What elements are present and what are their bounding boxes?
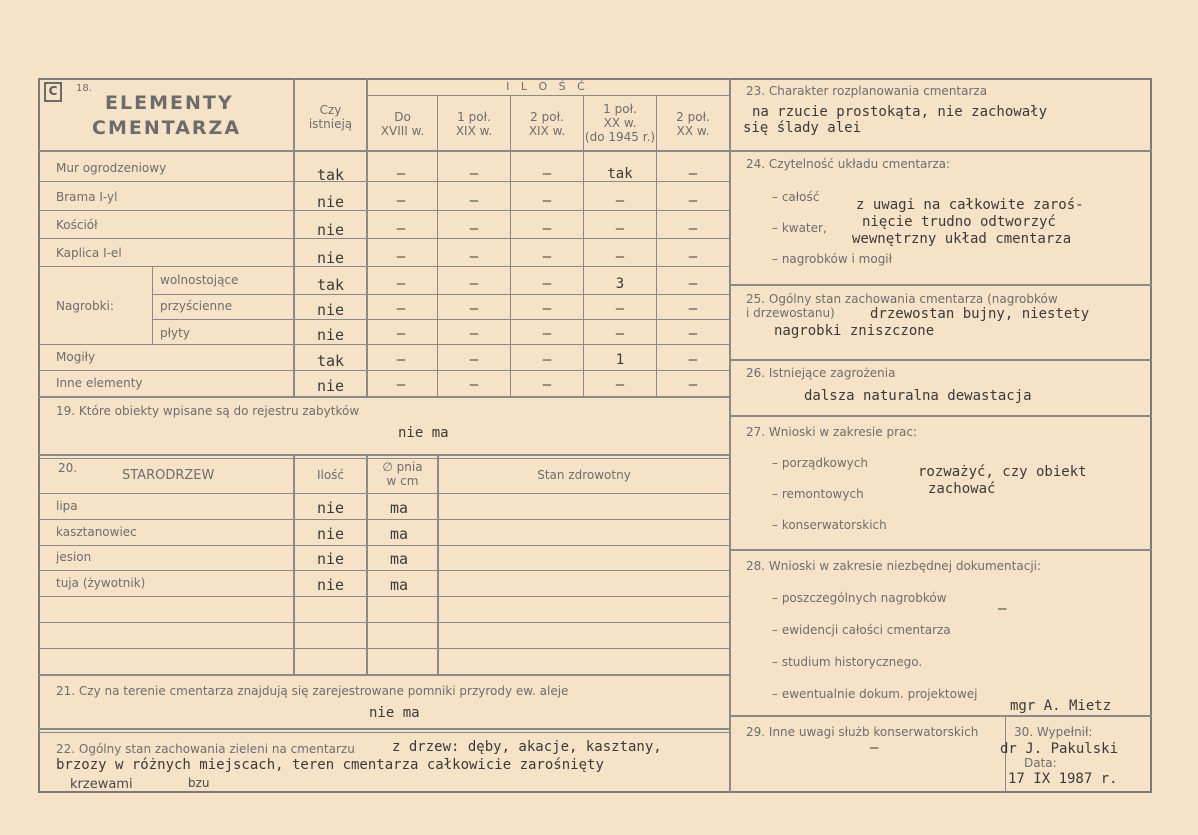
row-label: Inne elementy: [56, 376, 143, 390]
typed-value: rozważyć, czy obiekt: [918, 464, 1087, 480]
grid-line: [731, 150, 1152, 152]
typed-value: nie ma: [398, 425, 449, 441]
czy-value: nie: [316, 221, 345, 239]
section-label: i drzewostanu): [746, 306, 835, 320]
quantity-value: –: [688, 166, 698, 182]
quantity-value: –: [469, 352, 479, 368]
grid-line: [38, 150, 729, 152]
quantity-value: –: [688, 326, 698, 342]
row-label: Brama I-yl: [56, 190, 118, 204]
grid-line: [38, 732, 729, 733]
list-item: – remontowych: [772, 487, 864, 501]
list-item: – studium historycznego.: [772, 655, 923, 669]
row-label: Kościół: [56, 218, 98, 232]
tree-name: jesion: [56, 550, 92, 564]
quantity-value: –: [469, 326, 479, 342]
quantity-value: –: [615, 249, 625, 265]
quantity-value: –: [542, 221, 552, 237]
tree-pnia: ma: [389, 576, 409, 594]
grid-line: [38, 648, 729, 649]
section-letter-box: C: [44, 82, 62, 102]
grid-line: [38, 596, 729, 597]
grid-line: [38, 344, 729, 345]
grid-line: [38, 622, 729, 623]
quantity-value: –: [396, 276, 406, 292]
typed-value: drzewostan bujny, niestety: [870, 306, 1090, 322]
column-header: 1 poł. XIX w.: [455, 110, 493, 138]
quantity-value: –: [396, 326, 406, 342]
quantity-value: –: [396, 193, 406, 209]
typed-value: na rzucie prostokąta, nie zachowały: [752, 104, 1048, 120]
grid-line: [656, 95, 657, 396]
grid-line: [38, 210, 729, 211]
tree-pnia: ma: [389, 499, 409, 517]
quantity-value: –: [396, 301, 406, 317]
grid-line: [510, 95, 511, 396]
quantity-value: –: [542, 377, 552, 393]
quantity-value: –: [615, 221, 625, 237]
typed-value: 17 IX 1987 r.: [1008, 771, 1118, 787]
grid-line: [731, 415, 1152, 417]
quantity-value: –: [688, 301, 698, 317]
quantity-value: –: [396, 352, 406, 368]
quantity-value: –: [396, 221, 406, 237]
czy-value: tak: [316, 352, 345, 370]
grid-line: [38, 674, 729, 676]
quantity-value: –: [542, 193, 552, 209]
czy-value: nie: [316, 193, 345, 211]
czy-value: nie: [316, 326, 345, 344]
row-label: przyścienne: [160, 299, 233, 313]
typed-value: z uwagi na całkowite zaroś-: [856, 197, 1084, 213]
quantity-value: –: [396, 249, 406, 265]
typed-value: brzozy w różnych miejscach, teren cmentarza całkowicie zarośnięty: [56, 757, 604, 773]
list-item: – ewidencji całości cmentarza: [772, 623, 951, 637]
signature-typed: mgr A. Mietz: [1010, 698, 1112, 714]
section-title: STARODRZEW: [122, 468, 215, 483]
typed-value: się ślady alei: [743, 120, 862, 136]
grid-line: [38, 458, 729, 459]
czy-value: nie: [316, 249, 345, 267]
tree-name: tuja (żywotnik): [56, 576, 146, 590]
column-header: ∅ pnia w cm: [382, 460, 423, 488]
quantity-value: –: [542, 276, 552, 292]
column-header: 2 poł. XIX w.: [528, 110, 566, 138]
tree-ilosc: nie: [316, 550, 345, 568]
quantity-value: –: [469, 249, 479, 265]
quantity-value: –: [469, 276, 479, 292]
quantity-value: –: [688, 193, 698, 209]
grid-line: [38, 266, 729, 267]
grid-line: [152, 319, 729, 320]
row-label: płyty: [160, 326, 190, 340]
grid-line: [38, 545, 729, 546]
list-item: – ewentualnie dokum. projektowej: [772, 687, 978, 701]
quantity-value: 3: [615, 276, 625, 292]
section-label: 21. Czy na terenie cmentarza znajdują się zarejestrowane pomniki przyrody ew. aleje: [56, 684, 569, 698]
quantity-value: –: [469, 166, 479, 182]
section-label: 28. Wnioski w zakresie niezbędnej dokumentacji:: [746, 559, 1042, 573]
quantity-value: –: [469, 301, 479, 317]
typed-value: dalsza naturalna dewastacja: [804, 388, 1032, 404]
grid-line: [38, 570, 729, 571]
typed-value: –: [870, 740, 879, 756]
handwritten-note: bzu: [188, 776, 210, 790]
czy-value: nie: [316, 377, 345, 395]
quantity-value: –: [396, 377, 406, 393]
section-label: 19. Które obiekty wpisane są do rejestru zabytków: [56, 404, 360, 418]
quantity-value: tak: [607, 166, 633, 182]
quantity-value: –: [615, 377, 625, 393]
quantity-value: –: [615, 326, 625, 342]
grid-line: [731, 715, 1152, 717]
grid-line: [366, 95, 729, 96]
column-header: Czy istnieją: [308, 103, 353, 131]
quantity-value: 1: [615, 352, 625, 368]
row-label: wolnostojące: [160, 273, 239, 287]
column-header: 2 poł. XX w.: [676, 110, 710, 138]
column-header: Do XVIII w.: [380, 110, 425, 138]
section-title: CMENTARZA: [92, 117, 242, 139]
grid-line: [38, 728, 729, 730]
typed-value: dr J. Pakulski: [1000, 741, 1119, 757]
quantity-value: –: [469, 377, 479, 393]
tree-name: lipa: [56, 499, 78, 513]
typed-value: wewnętrzny układ cmentarza: [852, 231, 1072, 247]
typed-value: nięcie trudno odtworzyć: [862, 214, 1056, 230]
section-number: 18.: [76, 83, 92, 94]
section-title: ELEMENTY: [105, 92, 234, 114]
quantity-value: –: [615, 301, 625, 317]
tree-name: kasztanowiec: [56, 525, 137, 539]
section-label: 24. Czytelność układu cmentarza:: [746, 157, 951, 171]
grid-line: [38, 519, 729, 520]
section-label: 26. Istniejące zagrożenia: [746, 366, 896, 380]
grid-line: [38, 238, 729, 239]
list-item: – kwater,: [772, 221, 827, 235]
quantity-value: –: [542, 301, 552, 317]
czy-value: tak: [316, 276, 345, 294]
quantity-value: –: [615, 193, 625, 209]
row-group-label: Nagrobki:: [56, 299, 114, 313]
column-header: Stan zdrowotny: [537, 468, 631, 482]
quantity-value: –: [542, 249, 552, 265]
typed-value: –: [998, 601, 1007, 617]
handwritten-note: krzewami: [70, 777, 133, 792]
quantity-value: –: [688, 377, 698, 393]
section-label: 25. Ogólny stan zachowania cmentarza (nagrobków: [746, 292, 1058, 306]
typed-value: z drzew: dęby, akacje, kasztany,: [392, 739, 662, 755]
quantity-value: –: [688, 221, 698, 237]
quantity-value: –: [542, 326, 552, 342]
quantity-value: –: [469, 193, 479, 209]
section-label: 30. Wypełnił:: [1014, 725, 1093, 739]
grid-line: [152, 294, 729, 295]
tree-pnia: ma: [389, 525, 409, 543]
grid-line: [152, 266, 153, 344]
tree-ilosc: nie: [316, 525, 345, 543]
typed-value: zachować: [928, 481, 996, 497]
typed-value: nagrobki zniszczone: [774, 323, 935, 339]
quantity-value: –: [396, 166, 406, 182]
row-label: Kaplica I-el: [56, 246, 122, 260]
czy-value: tak: [316, 166, 345, 184]
list-item: – konserwatorskich: [772, 518, 887, 532]
grid-line: [38, 370, 729, 371]
grid-line: [38, 493, 729, 494]
tree-pnia: ma: [389, 550, 409, 568]
list-item: – nagrobków i mogił: [772, 252, 893, 266]
section-label: 29. Inne uwagi służb konserwatorskich: [746, 725, 979, 739]
section-label: 22. Ogólny stan zachowania zieleni na cmentarzu: [56, 742, 355, 756]
tree-ilosc: nie: [316, 499, 345, 517]
section-label: 27. Wnioski w zakresie prac:: [746, 425, 918, 439]
quantity-value: –: [688, 276, 698, 292]
quantity-value: –: [542, 166, 552, 182]
row-label: Mogiły: [56, 350, 96, 364]
list-item: – poszczególnych nagrobków: [772, 591, 947, 605]
quantity-value: –: [542, 352, 552, 368]
quantity-value: –: [469, 221, 479, 237]
main-divider: [729, 78, 731, 793]
section-label: Data:: [1024, 756, 1057, 770]
row-label: Mur ogrodzeniowy: [56, 161, 167, 175]
section-number: 20.: [58, 461, 78, 475]
tree-ilosc: nie: [316, 576, 345, 594]
quantity-value: –: [688, 352, 698, 368]
list-item: – całość: [772, 190, 820, 204]
section-label: 23. Charakter rozplanowania cmentarza: [746, 84, 988, 98]
quantity-value: –: [688, 249, 698, 265]
grid-line: [38, 396, 729, 398]
typed-value: nie ma: [369, 705, 420, 721]
grid-line: [731, 359, 1152, 361]
column-header: Ilość: [316, 468, 345, 482]
column-group-header: I L O Ś Ć: [506, 80, 589, 93]
grid-line: [38, 454, 729, 456]
grid-line: [731, 549, 1152, 551]
grid-line: [437, 456, 439, 674]
list-item: – porządkowych: [772, 456, 868, 470]
czy-value: nie: [316, 301, 345, 319]
column-header: 1 poł. XX w. (do 1945 r.): [584, 102, 656, 144]
grid-line: [731, 284, 1152, 286]
grid-line: [437, 95, 438, 396]
